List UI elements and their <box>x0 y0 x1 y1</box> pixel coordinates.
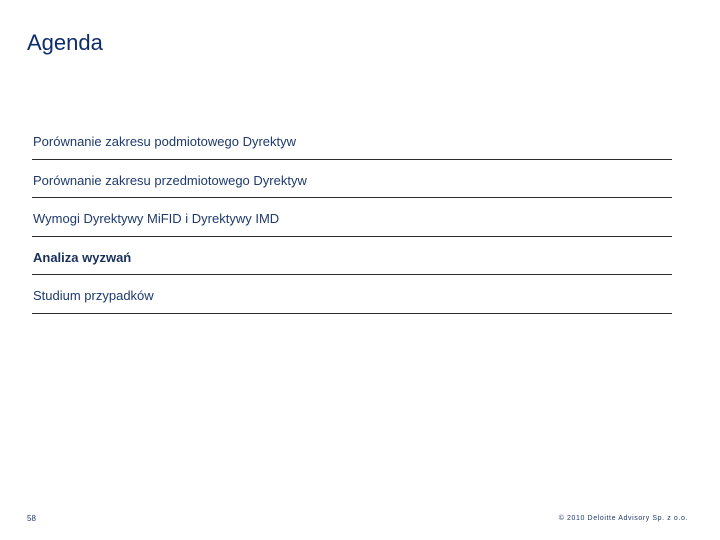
agenda-item-wymogi-mifid-imd: Wymogi Dyrektywy MiFID i Dyrektywy IMD <box>32 198 672 237</box>
agenda-item-analiza-wyzwan: Analiza wyzwań <box>32 237 672 276</box>
agenda-item-studium-przypadkow: Studium przypadków <box>32 275 672 314</box>
agenda-item-porownanie-podmiotowego: Porównanie zakresu podmiotowego Dyrektyw <box>32 121 672 160</box>
copyright-notice: © 2010 Deloitte Advisory Sp. z o.o. <box>558 515 688 522</box>
agenda-item-porownanie-przedmiotowego: Porównanie zakresu przedmiotowego Dyrektyw <box>32 160 672 199</box>
page-number: 58 <box>27 514 36 523</box>
slide-title: Agenda <box>27 30 103 55</box>
agenda-list <box>32 121 672 314</box>
